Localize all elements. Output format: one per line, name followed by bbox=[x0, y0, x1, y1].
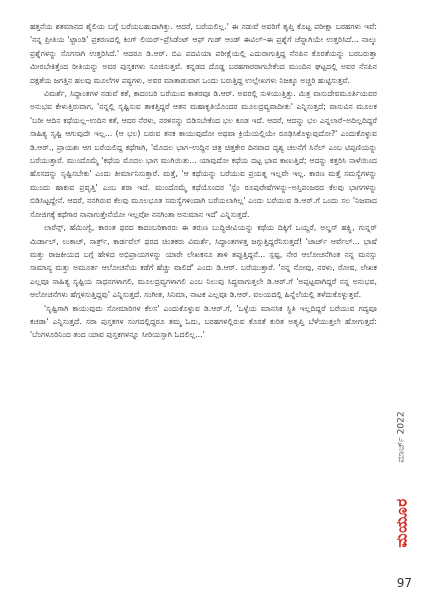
paragraph-2: ವಿಮರ್ಶೆ, ಸಿದ್ಧಾಂತಗಳ ನಡುವೆ ಕತೆ, ಕಾದಂಬರಿ ಬರೆಯುವ ಕಾತರವೂ ಡಿ.ಆರ್. ಅವರಲ್ಲಿ ಸುಳಿಯುತ್ತಿತ್ತು. ಮಿತ್ರ ವಾಸುದೇವಮೂರ್ತಿಯವರ ಅನುಭವ ಕೇಳುತ್ತಿರುವಾಗ, 'ನನ್ನಲ್ಲಿ ಸೃಷ್ಟಿಸುವ ತಾಕತ್ತಿದ್ದರೆ ಆತನ ಮಹಾಕೃತಿಯೊಂದರ ಮೂಲದ್ರವ್ಯವಾದೀತು' ಎನ್ನಿಸುತ್ತದೆ; ವಾಸುವಿನ ಮೂಲಕ 'ಬರೀ ಆದಿನ ಕಥೆಯಲ್ಲ–ಉದಿನ ಕತೆ, ಆದರ ನೆರಳು, ನರಳಿನನ್ನು ಬಿಡಿಸಬೇಕೆಂದ ಭಲ ಕೂಡ ಇದೆ. ಆದರೆ, ಆದನ್ನು ಭಲ ಎನ್ನಲಾರೆ–ಅದಿಲ್ಲದಿದ್ದರೆ ಸಾಹಿತ್ಯ ಸೃಷ್ಟಿ ಆಗುವುದೇ ಇಲ್ಲ... (ಆ ಭಲ) ಬರುವ ತನಕ ಕಾಯುವುದೋ ಅಥವಾ ಕ್ರಿಯೆಯಲ್ಲಿಯೇ ರೂಢಿಸಿಕೊಳ್ಳುವುದೋ?' ಎಂದುಕೊಳ್ಳುವ ಡಿ.ಆರ್., ಪ್ರಾಯಶಃ ಆಗ ಬರೆಯಲಿದ್ದ ಕಥೆಗಾಗಿ, 'ಮೊದಲ ಭಾಗ–ಉದ್ದಿನ ಚಿತ್ರ ಚಿತ್ತಕೇರ ದಿನವಾದ ದೃಶ್ಯ ಚಲನೆಗೆ ಸಿನೆಲ್ ಎಂಬ ಟಿಪ್ಪಣಿಯನ್ನು ಬರೆಯುತ್ತಾರೆ. ಮುಂದೊಮ್ಮೆ 'ಕಥೆಯ ಮೊದಲ ಭಾಗ ಮುಗಿಯಿತು... ಯಾವುದೋ ಕಥೆಯ ದಟ್ಟ ಭಾವ ಕಾಣುತ್ತಿದೆ; ಆದನ್ನು ಕತ್ತರಿಸಿ ನಾಳೆಯಿಂದ ಹೊಸದನ್ನು ಸೃಷ್ಟಿಸಬೇಕು' ಎಂದು ತೀರ್ಮಾನಿಸುತ್ತಾರೆ. ಮತ್ತೆ, 'ಆ ಕಥೆಯನ್ನು ಬರೆಯುವ ಪ್ರಯತ್ನ ಇಲ್ಲವೇ ಇಲ್ಲ. ಕಾರಣ ಮತ್ತೆ ಸಮಸ್ಯೆಗಳನ್ನು ಮುಂದು ಹಾಕುವ ಪ್ರವೃತ್ತಿ' ಎಂಬ ಶರಾ ಇದೆ. ಮುಂದೊಮ್ಮೆ ಕಥೆಯೊಂದರ 'ಸ್ಪೆಂ ರೂಪುರೇಷೆಗಳನ್ನು–ಅಸ್ತಿಪಂಜರದ ಕೆಲವು ಭಾಗಗಳನ್ನು ಬಿಡಿಸಿಟ್ಟದ್ದೇನೆ. ಆದರೆ, ನನಗಿರುವ ಕೆಲವು ಮೂಲಭೂತ ಸಮಸ್ಯೆಗಳಿಂದಾಗಿ ಬರೆಯಲಾಗಿಲ್ಲ' ಎಂದು ಬರೆಯುವ ಡಿ.ಆರ್.ಗೆ ಒಂದು ಸಲ 'ನಿಜವಾದ ಸೋಜಿಗಕ್ಕೆ ಕಥೆಗಾರ ನಾನಾಗುತ್ತೇನೆಯೋ ಇಲ್ಲವೋ ನನಗಿಂತಾ ಅನುಮಾನ ಇದೆ' ಎನ್ನಿಸುತ್ತದೆ. bbox=[30, 89, 377, 219]
issue-date bbox=[391, 398, 413, 476]
article-body bbox=[30, 20, 377, 575]
paragraph-1: ಹತ್ತನೆಯ ಶತಮಾನದ ಶೈಲಿಯ ಬಗ್ಗೆ ಬರೆಯಬಹುದಾಗಿತ್ತು. ಆದರೆ, ಬರೆಯಲಿಲ್ಲ.' ಈ ನಡುವೆ ಅವರಿಗೆ ತೃಪ್ತಿ ಕೊಟ್ಟ ಪರೀಕ್ಷಾ ಬರಹಗಳು ಇವೆ: 'ನನ್ನ ಪ್ರೀತಿಯ 'ಟ್ಟಾಂಡಿ' ಪ್ರಕರಣದಲ್ಲಿ ಕಿಂಗ್ ಲಿಯರ್–ಪ್ರೆಸಿಡೆಂಟ್ ಆಫ್ ಗುಡ್ ಆಂಡ್ ಈವಿಲ್–ಈ ಪ್ರಶ್ನೆಗೆ ಚೆನ್ನಾಗಿಯೇ ಉತ್ತರಿಸಿದೆ... ನಾಲ್ಕು ಪ್ರಶ್ನೆಗಳನ್ನು ಸೊಗಸಾಗಿ ಉತ್ತರಿಸಿದೆ.' ಆದರೂ ಡಿ.ಆರ್. ಬಿಎ ಪದವಿಯಾ ಪರೀಕ್ಷೆಯಲ್ಲಿ ಎದುರಾಗುತ್ತಿದ್ದ ನೆನಪಿನ ಕೊರತೆಯನ್ನು ಬರಬರುತ್ತಾ ಮೀರಬೇಕಿತ್ತೆಂದ ರೀತಿಯನ್ನು ಅವರ ಪುಸ್ತಕಗಳು ಸೂಚಿಸುತ್ತವೆ. ಕನ್ನಡದ ದೊಡ್ಡ ಬರಹಗಾರರಾಗಬೇಕೆಂದ ಮುಂದಿನ ಘಟ್ಟದಲ್ಲಿ ಅವರ ನೆನಪಿನ ದಕ್ಷತೆಯ ಜಗತ್ತಿನ ಹಲವು ಮೂಲೆಗಳ ಪಠ್ಯಗಳು, ಅವರ ಮಾತಾಡುವಾಗ ಒಂದು ಬರುತ್ತಿದ್ದ ಉಲ್ಲೇಖಗಳು ನಿಜಕ್ಕೂ ಅಚ್ಚರಿ ಹುಟ್ಟಿಸುತ್ತವೆ. bbox=[30, 22, 377, 85]
page-number: 97 bbox=[396, 576, 412, 590]
magazine-masthead bbox=[391, 488, 413, 558]
paragraph-3: ಲಾರೆನ್ಸ್, ಹೆಮಿಂಗ್ವೆ, ಕಾರಂತ ಥರದ ಕಾದಂಬರಿಕಾರರು ಈ ತರುಣ ಬುದ್ಧಿಜೀವಿಯನ್ನು ಕಥೆಯ ದಿಕ್ಕಿಗೆ ಒಯ್ದರೆ, ಅಲ್ಡಸ್ ಹಕ್ಸ್ಲಿ, ಗುನ್ನರ್ ಮಿರ್ಡಾಲ್, ಲುಕಾಚ್, ಸಾರ್ತ್ರ್, ಕಾರ್ಡವೆಲ್ ಥರದ ಚಿಂತಕರು ವಿಮರ್ಶೆ, ಸಿದ್ಧಾಂತಗಳತ್ತ ಜಗ್ಗುತ್ತಿದ್ದರೆನಿಸುತ್ತದೆ! 'ಜಾರ್ಜ್ ಆರ್ವೆಲ್... ಭಾಷೆ ಮತ್ತು ರಾಜಕೀಯದ ಬಗ್ಗೆ ಹೇಳಿದ ಅಭಿಪ್ರಾಯಗಳನ್ನು ಯಾರೇ ಲೇಖಕನೂ ತಾಳಿ ತಪ್ಪುತ್ತಿದ್ದನೆ... ಸ್ಪಷ್ಟ, ನೇರ ಆಲೋಚನೆಗಿಂತ ನನ್ನ ಮನಸ್ಸು ಸಾಮಾನ್ಯ ಮತ್ತು ಅಮೂರ್ತ ಆಲೋಚನೆಯ ಕಡೆಗೆ ಹೆಚ್ಚು ವಾಲಿದೆ' ಎಂದು ಡಿ.ಆರ್. ಬರೆಯುತ್ತಾರೆ. 'ನನ್ನ ನೋವು, ನರಳು, ರೋಷ, ಲೇಖಕ ಎಲ್ಲವೂ ಸಾಹಿತ್ಯ ಸೃಷ್ಟಿಯ ಸಾಧನಗಳಾಗಲಿ, ಮೂಲದ್ರವ್ಯಗಳಾಗಲಿ ಎಂಬ ನಿಲುವು ಸಿದ್ಧವಾಗುತ್ತಲೇ ಡಿ.ಆರ್.ಗೆ 'ಅಪ್ಪಟ್ಟವಾಗಿದ್ದರೆ ನನ್ನ ಅನುಭವ, ಆಲೋಚನೆಗಳು ಹೆಗ್ಗಳಿಸುತ್ತಿದ್ದವು' ಎನ್ನಿಸುತ್ತದೆ. ಸಂಗೀತ, ಸಿನಿಮಾ, ನಾಟಕ ಎಲ್ಲವೂ ಡಿ.ಆರ್. ವಲಯದಲ್ಲಿ ಹಿನ್ನೆಲೆಯಲ್ಲಿ ತಳೆದುಕೊಳ್ಳುತ್ತವೆ. bbox=[30, 223, 377, 300]
masthead-title: ಮಯೂರ bbox=[393, 498, 411, 548]
issue-date-text: ಮಾರ್ಚ್ 2022 bbox=[397, 411, 408, 463]
paragraph-4: 'ಸೃಷ್ಟಿಗಾಗಿ ಕಾಯುವುದು ಸೋಮಾರಿಗಳ ಕೆಲಸ' ಎಂದುಕೊಳ್ಳುವ ಡಿ.ಆರ್.ಗೆ, 'ಒಳ್ಳೆಯ ಮಾನಸಿಕ ಸ್ಥಿತಿ ಇಲ್ಲದಿದ್ದರೆ ಬರೆಯುವ ಗದ್ಯವೂ ಕಚಡಾ' ಎನ್ನಿಸುತ್ತದೆ. ಸರಾ ಪುಸ್ತಕಗಳ ಸಂಗದಲ್ಲಿದ್ದರೂ ತಮ್ಮ ಓದು, ಬರಹಗಳಲ್ಲಿರುವ ಕೊರತೆ ಕುರಿತ ಅತೃಪ್ತಿ ಬೆಳೆಯುತ್ತಲೇ ಹೋಗುತ್ತದೆ: 'ಬೆಂಗಳೂರಿನಿಂದ ತಂದ ಯಾವ ಪುಸ್ತಕಗಳನ್ನೂ ಸೀರಿಯಸ್ಸಾಗಿ ಓದಲಿಲ್ಲ...' bbox=[30, 303, 377, 340]
